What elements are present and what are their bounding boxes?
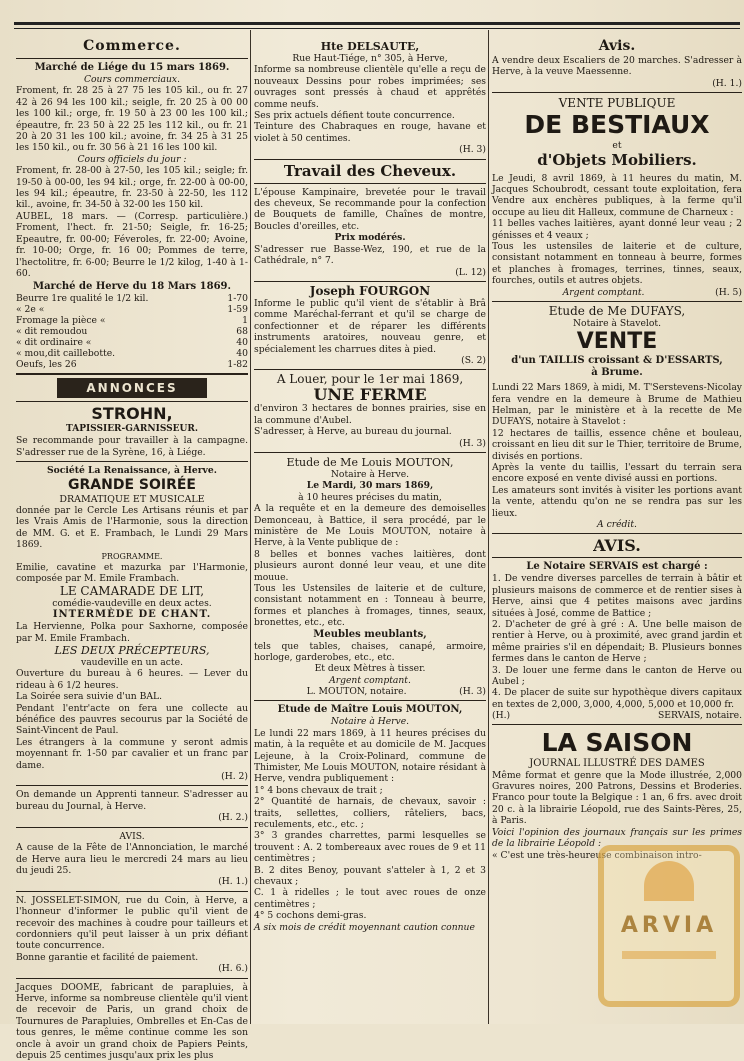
bal: La Soirée sera suivie d'un BAL. [16, 691, 163, 703]
top-rule [14, 22, 740, 25]
vaches: 8 belles et bonnes vaches laitières, dont plusieurs auront donné leur veau, et une dite mouue. [254, 548, 486, 583]
fourgon-text: Informe le public qu'il vient de s'établir à Brâ comme Maréchal-ferrant et qu'il se charge de confectionner et de réparer les différents instruments aratoires, nouveau genre, et spécialement les charrues dites à pied. [254, 297, 486, 355]
liege-text: Froment, fr. 28 25 à 27 75 les 105 kil., ou fr. 27 42 à 26 94 les 100 kil.; seigle, fr. 20 25 à 00 00 les 100 kil.; orge, fr. 19 50 à 23 00 les 100 kil.; épeautre, fr. 23 50 à 22 25 les 112 kil., ou fr. 21 20 à 20 31 les 100 kil.; avoine, fr. 34 25 à 31 25 les 150 kil., ou fr. 30 56 à 21 16 les 100 kil. [16, 85, 248, 154]
ferme-addr: S'adresser, à Herve, au bureau du journal. [254, 426, 452, 438]
delsaute-text: Informe sa nombreuse clientèle qu'elle a reçu de nouveaux Dessins pour robes imprimées; ses ouvrages sont pressés à chaud et apprêtés comme neufs. [254, 64, 486, 110]
ustensiles: Tous les ustensiles de laiterie et de culture, consistant notamment en tonneau à beurre, formes et planches à fromages, terrines, tinnes, seaux, fourches, outils et autres objets. [492, 241, 742, 287]
soiree-title: GRANDE SOIRÉE [68, 476, 196, 493]
mardi-time: à 10 heures précises du matin, [298, 491, 442, 503]
dufays-sub: Notaire à Stavelot. [573, 317, 661, 329]
row-label: Fromage la pièce « [16, 315, 106, 327]
row-label: « mou,dit caillebotte. [16, 348, 116, 360]
comptant: Argent comptant. [562, 286, 645, 298]
credit: A six mois de crédit moyennant caution connue [254, 921, 475, 933]
bestiaux-title: DE BESTIAUX [524, 110, 710, 140]
fourgon-ref: (S. 2) [461, 354, 486, 366]
arvia-watermark-stamp [598, 845, 740, 1007]
hectares: 12 hectares de taillis, essence chêne et bouleau, croissant en lieu dit sur le Thier, territoire de Brume, divisés en portions. [492, 427, 742, 462]
mouton-title: Etude de Me Louis MOUTON, [286, 455, 454, 469]
precepteurs-title: LES DEUX PRÉCEPTEURS, [54, 644, 210, 657]
emilie: Emilie, cavatine et mazurka par l'Harmonie, composée par M. Emile Frambach. [16, 561, 248, 585]
delsaute-title: Hte DELSAUTE, [320, 40, 420, 53]
herve-title: Marché de Herve du 18 Mars 1869. [33, 281, 231, 293]
row-value: 1-82 [227, 359, 248, 371]
apprenti: On demande un Apprenti tanneur. S'adresser au bureau du Journal, à Herve. [16, 789, 248, 812]
divider [16, 891, 248, 892]
divider [16, 373, 248, 375]
opinion2: « C'est une très-heureuse combinaison intro- [492, 849, 702, 861]
mardi: Le Mardi, 30 mars 1869, [306, 480, 434, 492]
avis-text: A cause de la Fête de l'Annonciation, le marché de Herve aura lieu le mercredi 24 mars au lieu du jeudi 25. [16, 842, 248, 876]
column-rule-1 [250, 30, 251, 1024]
column-2 [254, 34, 486, 1024]
et: et [612, 140, 622, 152]
divider [16, 827, 248, 828]
strohn-text: Se recommande pour travailler à la campagne. S'adresser rue de la Syrène, 16, à Liége. [16, 435, 248, 458]
taillis: d'un TAILLIS croissant & D'ESSARTS, [511, 355, 723, 367]
maitre-sub: Notaire à Herve. [330, 716, 410, 728]
cheveux-text: L'épouse Kampinaire, brevetée pour le travail des cheveux, Se recommande pour la confection de Bouquets de famille, Chaînes de montre, Boucles d'oreilles, etc. [254, 186, 486, 232]
divider [492, 533, 742, 534]
herve-row [16, 304, 248, 315]
servais-sign: SERVAIS, notaire. [658, 710, 742, 722]
servais: Le Notaire SERVAIS est chargé : [526, 561, 708, 573]
liege-sub: Cours commerciaux. [83, 74, 181, 85]
officiels-text: Froment, fr. 28-00 à 27-50, les 105 kil.; seigle; fr. 19-50 à 00-00, les 94 kil.; orge, fr. 22-00 à 00-00, les 94 kil.; épeautre, fr. 23-50 à 22-50, les 112 kil., avoine, fr. 34-50 à 32-00 les 150 kil. [16, 165, 248, 211]
herve-row [16, 359, 248, 370]
delsaute-addr: Rue Haut-Tiége, n° 305, à Herve, [292, 53, 448, 64]
mouton-sign: L. MOUTON, notaire. [306, 686, 407, 698]
cheveux-title: Travail des Cheveux. [283, 161, 457, 180]
row-value: 68 [236, 326, 248, 338]
row-label: « dit ordinaire « [16, 337, 92, 349]
herve-row [16, 348, 248, 359]
lundi-text: Le lundi 22 mars 1869, à 11 heures précises du matin, à la requête et au domicile de M. Jacques Lejeune, à la Croix-Polinard, commune de Thimister, Me Louis MOUTON, notaire résidant à Herve, vendra publiquement : [254, 727, 486, 785]
herve-row [16, 337, 248, 348]
brume: à Brume. [591, 367, 643, 379]
jeudi-text: Le Jeudi, 8 avril 1869, à 11 heures du matin, M. Jacques Schoubrodt, cessant toute exploitation, fera Vendre aux enchères publiques, à la ferme qu'il occupe au lieu dit Halleux, commune de Charneux : [492, 172, 742, 218]
row-label: Oeufs, les 26 [16, 359, 77, 371]
avis-ref: (H. 1.) [712, 77, 742, 89]
divider [16, 58, 248, 59]
divider [492, 724, 742, 725]
lundi-text: Lundi 22 Mars 1869, à midi, M. T'Serstevens-Nicolay fera vendre en la demeure à Brume de Mathieu Helman, par le ministère et à la recette de Me DUFAYS, notaire à Stavelot : [492, 382, 742, 428]
divider [254, 281, 486, 282]
hervienne: La Hervienne, Polka pour Saxhorne, composée par M. Emile Frambach. [16, 621, 248, 644]
sun-icon [644, 861, 694, 901]
josselet-text: N. JOSSELET-SIMON, rue du Coin, à Herve, a l'honneur d'informer le public qu'il vient de recevoir des machines à coudre pour tailleurs et cordonniers qu'il peut laisser à un prix défiant toute concurrence. [16, 894, 248, 952]
saison-text: Même format et genre que la Mode illustrée, 2,000 Gravures noires, 200 Patrons, Dessins et Broderies. Franco pour toute la Belgique : 1 an, 6 frs. avec droit 20 c. à la librairie Léopold, rue des Saints-Pères, 25, à Paris. [492, 769, 742, 827]
item3c: C. 1 à ridelles ; le tout avec roues de onze centimètres ; [254, 887, 486, 910]
saison-sub: JOURNAL ILLUSTRÉ DES DAMES [529, 758, 705, 770]
item1: 1° 4 bons chevaux de trait ; [254, 784, 383, 796]
item3: 3° 3 grandes charrettes, parmi lesquelles se trouvent : A. 2 tombereaux avec roues de 9 et 11 centimètres ; [254, 830, 486, 865]
servais1: 1. De vendre diverses parcelles de terrain à bâtir et plusieurs maisons de commerce et de rentier sises à Herve, ainsi que 4 petites maisons avec jardins situées à José, comme de Battice ; [492, 573, 742, 619]
item2: 2° Quantité de harnais, de chevaux, savoir : traits, sellettes, colliers, râteliers, bacs, reculements, etc., etc. ; [254, 796, 486, 830]
servais3: 3. De louer une ferme dans le canton de Herve ou Aubel ; [492, 664, 742, 688]
vaches: 11 belles vaches laitières, ayant donné leur veau ; 2 génisses et 4 veaux ; [492, 218, 742, 241]
cheveux-ref: (L. 12) [455, 266, 486, 278]
avis-text: A vendre deux Escaliers de 20 marches. S'adresser à Herve, à la veuve Maessenne. [492, 55, 742, 78]
row-label: « 2e « [16, 304, 45, 316]
josselet-last: Bonne garantie et facilité de paiement. [16, 951, 199, 963]
cheveux-addr: S'adresser rue Basse-Wez, 190, et rue de la Cathédrale, n° 7. [254, 243, 486, 267]
commerce-title: Commerce. [83, 38, 181, 54]
herve-row [16, 315, 248, 326]
column-rule-2 [488, 30, 489, 1024]
row-value: 40 [236, 337, 248, 349]
maitre-title: Etude de Maître Louis MOUTON, [277, 704, 463, 716]
delsaute-ref: (H. 3) [459, 144, 486, 156]
dufays-title: Etude de Me DUFAYS, [548, 303, 686, 318]
mardi-text: A la requête et en la demeure des demoiselles Demonceau, à Battice, il sera procédé, par le ministère de Me Louis MOUTON, notaire à Herve, à la Vente publique de : [254, 503, 486, 549]
amateurs: Les amateurs sont invités à visiter les portions avant la vente, attendu qu'on ne se rendra pas sur les lieux. [492, 484, 742, 519]
ferme-ref: (H. 3) [459, 437, 486, 449]
camarade-sub: comédie-vaudeville en deux actes. [52, 597, 212, 609]
divider [492, 301, 742, 302]
avis-ref: (H. 1.) [218, 876, 248, 888]
mouton-ref: (H. 3) [459, 686, 486, 698]
column-1 [16, 34, 248, 1061]
divider [492, 92, 742, 93]
officiels-sub: Cours officiels du jour : [77, 153, 187, 165]
vente-publique: VENTE PUBLIQUE [558, 96, 676, 111]
objets-title: d'Objets Mobiliers. [537, 150, 697, 169]
divider [16, 461, 248, 462]
josselet-ref: (H. 6.) [218, 963, 248, 975]
divider [16, 978, 248, 979]
credit: A crédit. [597, 518, 637, 530]
stamp-bar [622, 951, 716, 959]
ferme-text: d'environ 3 hectares de bonnes prairies, sise en la commune d'Aubel. [254, 403, 486, 426]
vente-big: VENTE [576, 329, 658, 355]
vente-ref: (H. 5) [715, 286, 742, 298]
divider [254, 369, 486, 370]
apprenti-ref: (H. 2.) [218, 812, 248, 824]
opinion: Voici l'opinion des journaux français sur les primes de la librairie Léopold : [492, 826, 742, 850]
herve-price-list [16, 293, 248, 370]
precepteurs-sub: vaudeville en un acte. [81, 657, 183, 668]
etrangers: Les étrangers à la commune y seront admis moyennant fr. 1-50 par cavalier et un franc par dame. [16, 736, 248, 771]
louer-title: A Louer, pour le 1er mai 1869, [276, 372, 464, 387]
divider [492, 557, 742, 558]
cheveux-prix: Prix modérés. [334, 232, 406, 244]
aubel-text: AUBEL, 18 mars. — (Corresp. particulière.) Froment, l'hect. fr. 21-50; Seigle, fr. 16-25; Epeautre, fr. 00-00; Féveroles, fr. 22-00; Avoine, fr. 10-00; Orge, fr. 16 00; Pommes de terre, l'hectolitre, fr. 6-00; Beurre le 1/2 kilog, 1-40 à 1-60. [16, 210, 248, 279]
delsaute-teinture: Teinture des Chabraques en rouge, havane et violet à 50 centimes. [254, 121, 486, 144]
row-value: 1-59 [227, 304, 248, 316]
renaissance: Société La Renaissance, à Herve. [47, 465, 217, 477]
avis-title: Avis. [598, 38, 636, 54]
mouton-sign-row [254, 686, 486, 697]
etrangers-ref: (H. 2) [221, 771, 248, 783]
delsaute-prix: Ses prix actuels défient toute concurrence. [254, 110, 455, 122]
mouton-sub: Notaire à Herve. [330, 468, 410, 480]
comptant: Argent comptant. [329, 674, 411, 686]
avis2-title: AVIS. [593, 536, 641, 556]
servais-sign-row [492, 710, 742, 721]
ferme-title: UNE FERME [313, 385, 427, 405]
ustensiles: Tous les Ustensiles de laiterie et de culture, consistant notamment en : Tonneau à beurre, formes et planches à fromages, tinnes, seaux, bronettes, etc., etc. [254, 583, 486, 629]
row-label: « dit remoudou [16, 326, 88, 338]
meubles-bois: Et deux Mètres à tisser. [314, 663, 426, 675]
divider [254, 183, 486, 184]
entracte: Pendant l'entr'acte on fera une collecte au bénéfice des pauvres secourus par la Société de Saint-Vincent de Paul. [16, 702, 248, 737]
liege-title: Marché de Liége du 15 mars 1869. [34, 62, 230, 73]
soiree-text: donnée par le Cercle Les Artisans réunis et par les Vrais Amis de l'Harmonie, sous la direction de MM. G. et E. Frambach, le Lundi 29 Mars 1869. [16, 504, 248, 551]
annonces-banner: ANNONCES [57, 378, 207, 398]
row-value: 1 [242, 315, 248, 327]
apres: Après la vente du taillis, l'essart du terrain sera encore exposé en vente divisé aussi en portions. [492, 461, 742, 485]
comptant-row [492, 287, 742, 298]
strohn-sub: TAPISSIER-GARNISSEUR. [66, 424, 198, 435]
row-value: 40 [236, 348, 248, 360]
divider [16, 785, 248, 786]
top-rule-thin [14, 28, 740, 29]
soiree-sub: DRAMATIQUE ET MUSICALE [59, 493, 205, 505]
strohn-title: STROHN, [91, 404, 173, 424]
avis-title: AVIS. [119, 830, 145, 842]
row-label: Beurre 1re qualité le 1/2 kil. [16, 293, 149, 305]
programme: PROGRAMME. [101, 551, 163, 561]
ouverture: Ouverture du bureau à 6 heures. — Lever du rideau à 6 1/2 heures. [16, 668, 248, 691]
meubles-text: tels que tables, chaises, canapé, armoire, horloge, garderobes, etc., etc. [254, 640, 486, 664]
divider [254, 452, 486, 453]
saison-title: LA SAISON [541, 728, 693, 758]
divider [16, 401, 248, 402]
stamp-text: ARVIA [620, 913, 718, 938]
servais4: 4. De placer de suite sur hypothèque divers capitaux en textes de 2,000, 3,000, 4,000, 5,000 et 10,000 fr. [492, 687, 742, 710]
item4: 4° 5 cochons demi-gras. [254, 910, 367, 922]
doome-text: Jacques DOOME, fabricant de parapluies, à Herve, informe sa nombreuse clientèle qu'il vient de recevoir de Paris, un grand choix de Tournures de Parapluies, Ombrelles et En-Cas de tous genres, le même continue comme les son oncle à avoir un grand choix de Papiers Peints, depuis 25 centimes jusqu'aux prix les plus [16, 981, 248, 1061]
intermede: INTERMÈDE DE CHANT. [52, 609, 212, 621]
divider [254, 159, 486, 160]
servais2: 2. D'acheter de gré à gré : A. Une belle maison de rentier à Herve, ou à proximité, avec grand jardin et même prairies s'il en dépendait; B. Plusieurs bonnes fermes dans le canton de Herve ; [492, 619, 742, 665]
servais-ref: (H.) [492, 710, 511, 722]
meubles-title: Meubles meublants, [313, 628, 427, 640]
camarade-title: LE CAMARADE DE LIT, [59, 583, 205, 598]
herve-row [16, 326, 248, 337]
divider [254, 700, 486, 701]
herve-row [16, 293, 248, 304]
fourgon-title: Joseph FOURGON [309, 283, 431, 298]
item3b: B. 2 dites Benoy, pouvant s'atteler à 1, 2 et 3 chevaux ; [254, 864, 486, 887]
row-value: 1-70 [227, 293, 248, 305]
